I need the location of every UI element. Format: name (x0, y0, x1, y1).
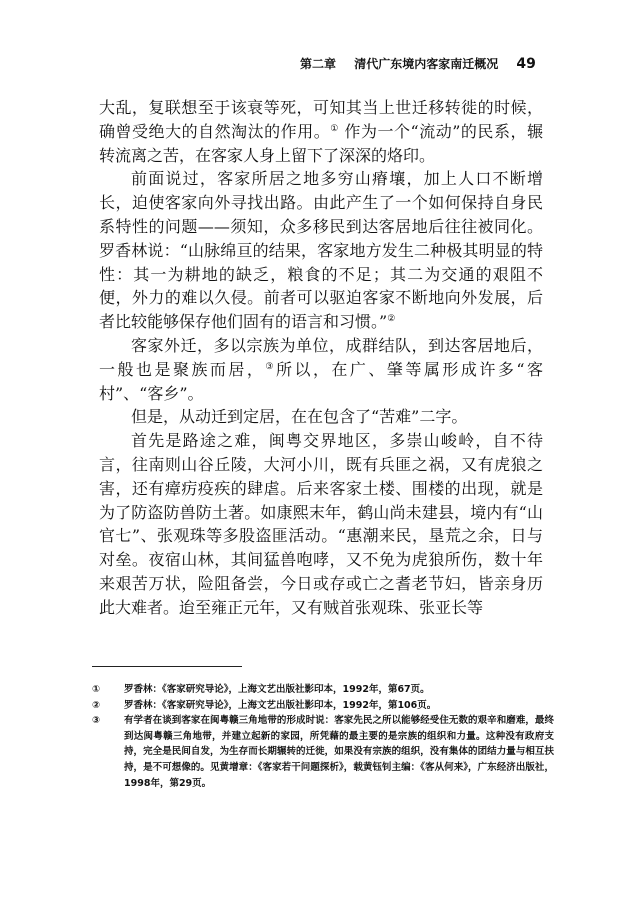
footnote-mark: ② (92, 699, 101, 711)
body-paragraph (99, 96, 543, 167)
chapter-title: 清代广东境内客家南迁概况 (354, 57, 499, 71)
paragraph-text: 前面说过，客家所居之地多穷山瘠壤，加上人口不断增长，迫使客家向外寻找出路。由此产生了一个如何保持自身民系特性的问题——须知，众多移民到达客居地后往往被同化。罗香林说：“山脉绵亘的结果，客家地方发生二种极其明显的特性：其一为耕地的缺乏，粮食的不足；其二为交通的艰阻不便，外力的难以久侵。前者可以驱迫客家不断地向外发展，后者比较能够保存他们固有的语言和习惯。” (99, 169, 543, 332)
paragraph-text: 大乱，复联想至于该衰等死，可知其当上世迁移转徙的时候，确曾受绝大的自然淘汰的作用。 (99, 98, 543, 141)
page-number: 49 (516, 56, 536, 72)
footnotes (92, 682, 554, 791)
footnote-divider (92, 666, 242, 667)
footnote-text: 罗香林：《客家研究导论》，上海文艺出版社影印本，1992年，第106页。 (124, 699, 437, 711)
footnote (92, 713, 554, 791)
paragraph-text: 所以，在广、肇等属形成许多“客村”、“客乡”。 (99, 359, 543, 403)
footnote-reference: ① (330, 123, 339, 134)
paragraph-text: 首先是路途之难，闽粤交界地区，多崇山峻岭，自不待言，往南则山谷丘陵，大河小川，既有兵匪之祸，又有虎狼之害，还有瘴疠疫疾的肆虐。后来客家土楼、围楼的出现，就是为了防盗防兽防土著。如康熙末年，鹤山尚未建县，境内有“山官七”、张观珠等多股盗匪活动。“惠潮来民，垦荒之余，日与对垒。夜宿山林，其间猛兽咆哮，又不免为虎狼所伤，数十年来艰苦万状，险阻备尝，今日或存或亡之耆老节妇，皆亲身历此大难者。迨至雍正元年，又有贼首张观珠、张亚长等 (99, 431, 543, 617)
running-header (300, 55, 540, 72)
footnote-mark: ③ (92, 715, 101, 727)
paragraph-text: 但是，从动迁到定居，在在包含了“苦难”二字。 (131, 407, 468, 427)
chapter-label: 第二章 (300, 57, 337, 71)
footnote-text: 罗香林：《客家研究导论》，上海文艺出版社影印本，1992年，第67页。 (124, 684, 430, 695)
footnote-reference: ② (387, 314, 396, 325)
body-paragraph (99, 334, 543, 405)
body-paragraph (99, 429, 543, 619)
paragraph-text: 作为一个“流动”的民系，辗转流离之苦，在客家人身上留下了深深的烙印。 (99, 121, 543, 165)
footnote (92, 682, 554, 698)
paragraph-text: 客家外迁，多以宗族为单位，成群结队，到达客居地后，一般也是聚族而居， (99, 335, 543, 379)
footnote-reference: ③ (265, 361, 276, 372)
footnote-mark: ① (92, 684, 101, 695)
body-text (99, 96, 543, 620)
footnote (92, 698, 554, 714)
body-paragraph (99, 405, 543, 429)
body-paragraph (99, 167, 543, 334)
footnote-text: 有学者在谈到客家在闽粤赣三角地带的形成时说：客家先民之所以能够经受住无数的艰辛和磨难，最终到达闽粤赣三角地带，并建立起新的家园，所凭藉的最主要的是宗族的组织和力量。这种没有政府支持，完全是民间自发，为生存而长期辗转的迁徙，如果没有宗族的组织，没有集体的团结力量与相互扶持，是不可想像的。见黄增章：《客家若干问题探析》，载黄钰钊主编：《客从何来》，广东经济出版社，1998年，第29页。 (124, 715, 554, 789)
